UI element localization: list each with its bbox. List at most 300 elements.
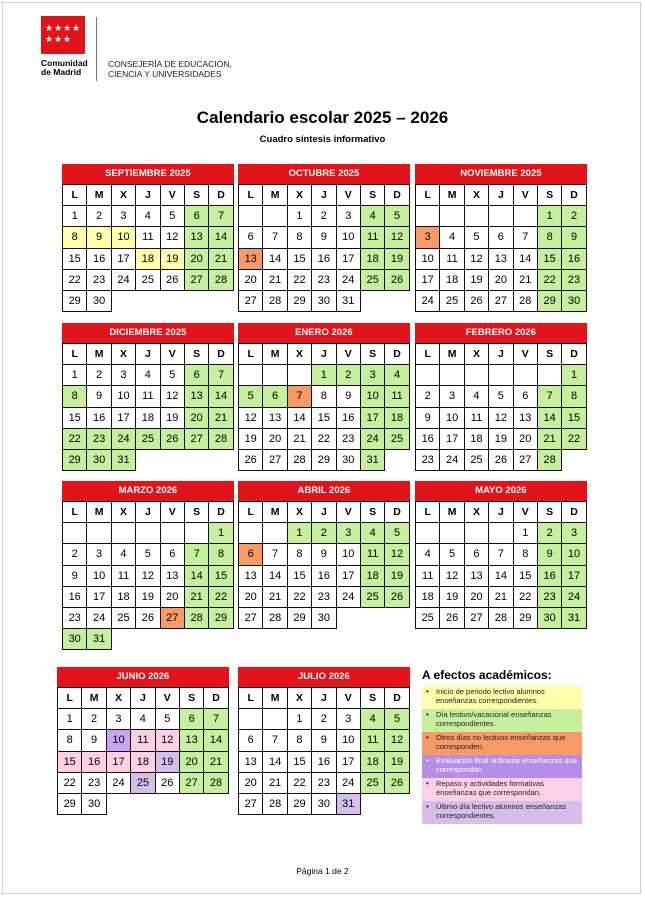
empty-slot: [184, 290, 208, 311]
day-cell: 12: [160, 227, 184, 248]
day-cell: 13: [239, 565, 263, 586]
day-cell: 20: [263, 428, 287, 449]
day-cell: 19: [440, 586, 464, 607]
day-cell: 14: [513, 248, 537, 269]
day-cell: 12: [385, 227, 409, 248]
day-cell: 15: [209, 565, 233, 586]
week-row: [58, 709, 229, 730]
day-cell: 11: [360, 227, 384, 248]
empty-day-cell: [537, 365, 561, 386]
empty-slot: [562, 449, 586, 470]
day-cell: 14: [287, 407, 311, 428]
empty-slot: [136, 290, 160, 311]
weekday-header: J: [489, 344, 513, 365]
day-cell: 30: [562, 290, 586, 311]
day-cell: 9: [82, 730, 106, 751]
weekday-header: L: [63, 502, 87, 523]
day-cell: 26: [440, 607, 464, 628]
day-cell: 28: [184, 607, 208, 628]
day-cell: 22: [287, 772, 311, 793]
month-calendar: [415, 481, 587, 629]
weekday-header: J: [312, 688, 336, 709]
day-cell: 14: [537, 407, 561, 428]
day-cell: 11: [360, 730, 384, 751]
day-cell: 17: [336, 565, 360, 586]
day-cell: 29: [287, 290, 311, 311]
day-cell: 21: [513, 269, 537, 290]
day-cell: 16: [336, 407, 360, 428]
day-cell: 25: [136, 428, 160, 449]
legend-item-text: Evaluación final ordinaria enseñanzas que correspondan.: [436, 756, 577, 774]
day-cell: 16: [537, 565, 561, 586]
day-cell: 24: [336, 269, 360, 290]
day-cell: 26: [385, 269, 409, 290]
weekday-header: D: [385, 688, 409, 709]
empty-slot: [360, 793, 384, 814]
day-cell: 8: [287, 227, 311, 248]
weekday-header: J: [136, 185, 160, 206]
day-cell: 4: [136, 365, 160, 386]
day-cell: 15: [513, 565, 537, 586]
day-cell: 10: [360, 386, 384, 407]
weekday-header: L: [239, 502, 263, 523]
day-cell: 22: [287, 586, 311, 607]
day-cell: 12: [489, 407, 513, 428]
weekday-header: S: [360, 688, 384, 709]
day-cell: 3: [111, 206, 135, 227]
day-cell: 17: [416, 269, 440, 290]
day-cell: 31: [360, 449, 384, 470]
day-cell: 3: [336, 709, 360, 730]
week-row: [63, 407, 234, 428]
month-calendar: [62, 323, 234, 471]
month-table: [238, 184, 410, 312]
day-cell: 15: [312, 407, 336, 428]
day-cell: 25: [360, 772, 384, 793]
legend-item: [422, 686, 582, 709]
day-cell: 28: [537, 449, 561, 470]
day-cell: 8: [287, 544, 311, 565]
legend-title: A efectos académicos:: [422, 668, 552, 682]
day-cell: 5: [136, 544, 160, 565]
week-row: [63, 544, 234, 565]
day-cell: 30: [312, 607, 336, 628]
day-cell: 23: [336, 428, 360, 449]
weekday-header: L: [63, 185, 87, 206]
legend: [422, 668, 582, 824]
week-row: [58, 772, 229, 793]
department-name: [108, 60, 232, 79]
weekday-header: L: [239, 185, 263, 206]
day-cell: 11: [131, 730, 155, 751]
day-cell: 22: [58, 772, 82, 793]
weekday-header: V: [513, 502, 537, 523]
empty-day-cell: [87, 523, 111, 544]
empty-day-cell: [263, 206, 287, 227]
day-cell: 2: [312, 523, 336, 544]
day-cell: 12: [385, 730, 409, 751]
week-row: [63, 586, 234, 607]
day-cell: 28: [263, 607, 287, 628]
day-cell: 23: [63, 607, 87, 628]
page-title: Calendario escolar 2025 – 2026: [196, 108, 449, 127]
bullet-icon: •: [426, 733, 429, 742]
legend-item: [422, 778, 582, 801]
day-cell: 15: [63, 407, 87, 428]
weekday-header: S: [360, 185, 384, 206]
weekday-header: S: [184, 502, 208, 523]
week-row: [416, 248, 587, 269]
day-cell: 18: [360, 751, 384, 772]
day-cell: 18: [385, 407, 409, 428]
empty-slot: [136, 449, 160, 470]
empty-day-cell: [440, 523, 464, 544]
legend-items: [422, 686, 582, 824]
weekday-header-row: [239, 344, 410, 365]
weekday-header: M: [440, 185, 464, 206]
day-cell: 30: [63, 629, 87, 650]
month-table: [238, 687, 410, 815]
week-row: [416, 565, 587, 586]
empty-day-cell: [239, 365, 263, 386]
empty-day-cell: [239, 523, 263, 544]
day-cell: 1: [513, 523, 537, 544]
day-cell: 17: [111, 248, 135, 269]
empty-day-cell: [184, 523, 208, 544]
day-cell: 27: [239, 607, 263, 628]
weekday-header: M: [263, 502, 287, 523]
day-cell: 29: [287, 607, 311, 628]
day-cell: 11: [111, 565, 135, 586]
day-cell: 4: [131, 709, 155, 730]
day-cell: 16: [82, 751, 106, 772]
weekday-header-row: [416, 344, 587, 365]
empty-day-cell: [263, 709, 287, 730]
day-cell: 7: [489, 544, 513, 565]
week-row: [239, 607, 410, 628]
weekday-header-row: [63, 185, 234, 206]
day-cell: 28: [263, 793, 287, 814]
day-cell: 20: [160, 586, 184, 607]
day-cell: 14: [263, 248, 287, 269]
bullet-icon: •: [426, 779, 429, 788]
day-cell: 17: [106, 751, 130, 772]
weekday-header: X: [287, 344, 311, 365]
day-cell: 21: [204, 751, 228, 772]
month-title: NOVIEMBRE 2025: [415, 164, 587, 184]
day-cell: 26: [136, 607, 160, 628]
day-cell: 9: [312, 544, 336, 565]
weekday-header: S: [179, 688, 203, 709]
day-cell: 7: [287, 386, 311, 407]
day-cell: 2: [336, 365, 360, 386]
empty-slot: [184, 449, 208, 470]
day-cell: 11: [440, 248, 464, 269]
day-cell: 8: [63, 386, 87, 407]
day-cell: 2: [87, 365, 111, 386]
week-row: [416, 206, 587, 227]
day-cell: 17: [562, 565, 586, 586]
weekday-header: J: [136, 344, 160, 365]
day-cell: 24: [416, 290, 440, 311]
day-cell: 27: [239, 793, 263, 814]
weekday-header: D: [562, 344, 586, 365]
weekday-header: D: [562, 185, 586, 206]
day-cell: 19: [385, 248, 409, 269]
week-row: [416, 407, 587, 428]
day-cell: 15: [287, 751, 311, 772]
weekday-header: J: [131, 688, 155, 709]
day-cell: 27: [184, 269, 208, 290]
month-table: [415, 343, 587, 471]
day-cell: 28: [209, 428, 233, 449]
month-title: SEPTIEMBRE 2025: [62, 164, 234, 184]
weekday-header: S: [184, 185, 208, 206]
day-cell: 18: [416, 586, 440, 607]
day-cell: 7: [209, 365, 233, 386]
day-cell: 29: [537, 290, 561, 311]
day-cell: 8: [513, 544, 537, 565]
week-row: [239, 428, 410, 449]
day-cell: 31: [336, 290, 360, 311]
day-cell: 15: [63, 248, 87, 269]
day-cell: 2: [63, 544, 87, 565]
day-cell: 13: [160, 565, 184, 586]
day-cell: 6: [464, 544, 488, 565]
day-cell: 18: [360, 565, 384, 586]
day-cell: 17: [360, 407, 384, 428]
day-cell: 11: [136, 386, 160, 407]
weekday-header: V: [160, 344, 184, 365]
day-cell: 27: [513, 449, 537, 470]
empty-slot: [184, 629, 208, 650]
empty-day-cell: [464, 523, 488, 544]
bullet-icon: •: [426, 687, 429, 696]
day-cell: 5: [464, 227, 488, 248]
day-cell: 13: [179, 730, 203, 751]
week-row: [239, 709, 410, 730]
weekday-header: D: [385, 185, 409, 206]
day-cell: 4: [464, 386, 488, 407]
day-cell: 1: [312, 365, 336, 386]
week-row: [416, 386, 587, 407]
day-cell: 8: [537, 227, 561, 248]
empty-day-cell: [416, 206, 440, 227]
day-cell: 11: [464, 407, 488, 428]
empty-slot: [204, 793, 228, 814]
empty-day-cell: [263, 365, 287, 386]
weekday-header: D: [562, 502, 586, 523]
weekday-header: S: [537, 344, 561, 365]
weekday-header: X: [287, 502, 311, 523]
day-cell: 5: [385, 523, 409, 544]
day-cell: 19: [155, 751, 179, 772]
empty-slot: [385, 793, 409, 814]
day-cell: 19: [136, 586, 160, 607]
weekday-header: X: [106, 688, 130, 709]
day-cell: 21: [489, 586, 513, 607]
day-cell: 25: [360, 586, 384, 607]
day-cell: 4: [416, 544, 440, 565]
day-cell: 22: [312, 428, 336, 449]
month-calendar: [238, 481, 410, 629]
day-cell: 6: [179, 709, 203, 730]
day-cell: 27: [489, 290, 513, 311]
day-cell: 14: [184, 565, 208, 586]
month-title: DICIEMBRE 2025: [62, 323, 234, 343]
week-row: [239, 793, 410, 814]
day-cell: 29: [513, 607, 537, 628]
weekday-header: X: [287, 185, 311, 206]
day-cell: 30: [312, 793, 336, 814]
week-row: [63, 428, 234, 449]
month-title: ENERO 2026: [238, 323, 410, 343]
day-cell: 10: [336, 730, 360, 751]
empty-slot: [209, 449, 233, 470]
page-footer: Página 1 de 2: [296, 866, 349, 876]
day-cell: 9: [562, 227, 586, 248]
week-row: [239, 248, 410, 269]
legend-item-text: Otros días no lectivos enseñanzas que corresponden.: [436, 733, 566, 751]
week-row: [239, 365, 410, 386]
empty-slot: [160, 449, 184, 470]
day-cell: 10: [106, 730, 130, 751]
day-cell: 18: [131, 751, 155, 772]
weekday-header-row: [239, 688, 410, 709]
day-cell: 6: [263, 386, 287, 407]
day-cell: 13: [263, 407, 287, 428]
day-cell: 16: [416, 428, 440, 449]
week-row: [63, 449, 234, 470]
week-row: [239, 407, 410, 428]
day-cell: 20: [513, 428, 537, 449]
day-cell: 31: [87, 629, 111, 650]
day-cell: 19: [489, 428, 513, 449]
day-cell: 8: [562, 386, 586, 407]
day-cell: 13: [513, 407, 537, 428]
day-cell: 8: [209, 544, 233, 565]
month-title: FEBRERO 2026: [415, 323, 587, 343]
day-cell: 22: [562, 428, 586, 449]
day-cell: 19: [160, 248, 184, 269]
day-cell: 4: [111, 544, 135, 565]
day-cell: 7: [513, 227, 537, 248]
day-cell: 26: [239, 449, 263, 470]
day-cell: 31: [111, 449, 135, 470]
empty-day-cell: [239, 206, 263, 227]
day-cell: 14: [209, 386, 233, 407]
day-cell: 3: [562, 523, 586, 544]
month-table: [415, 184, 587, 312]
day-cell: 1: [209, 523, 233, 544]
day-cell: 3: [440, 386, 464, 407]
day-cell: 30: [87, 290, 111, 311]
day-cell: 16: [312, 248, 336, 269]
day-cell: 15: [287, 248, 311, 269]
day-cell: 15: [58, 751, 82, 772]
day-cell: 8: [63, 227, 87, 248]
day-cell: 23: [562, 269, 586, 290]
week-row: [63, 607, 234, 628]
day-cell: 5: [440, 544, 464, 565]
empty-slot: [111, 290, 135, 311]
day-cell: 14: [263, 565, 287, 586]
day-cell: 20: [184, 248, 208, 269]
day-cell: 30: [312, 290, 336, 311]
day-cell: 2: [82, 709, 106, 730]
weekday-header: V: [513, 344, 537, 365]
day-cell: 16: [312, 565, 336, 586]
week-row: [63, 248, 234, 269]
day-cell: 24: [87, 607, 111, 628]
day-cell: 12: [464, 248, 488, 269]
empty-slot: [106, 793, 130, 814]
day-cell: 20: [489, 269, 513, 290]
day-cell: 13: [489, 248, 513, 269]
month-table: [62, 343, 234, 471]
weekday-header: L: [416, 185, 440, 206]
day-cell: 5: [489, 386, 513, 407]
weekday-header: V: [336, 502, 360, 523]
empty-day-cell: [513, 206, 537, 227]
week-row: [416, 523, 587, 544]
week-row: [239, 269, 410, 290]
day-cell: 19: [385, 565, 409, 586]
empty-day-cell: [63, 523, 87, 544]
month-calendar: [415, 323, 587, 471]
day-cell: 11: [360, 544, 384, 565]
empty-slot: [385, 607, 409, 628]
day-cell: 10: [111, 227, 135, 248]
day-cell: 18: [136, 407, 160, 428]
legend-item: [422, 755, 582, 778]
day-cell: 5: [385, 206, 409, 227]
weekday-header: M: [82, 688, 106, 709]
day-cell: 4: [360, 709, 384, 730]
day-cell: 18: [111, 586, 135, 607]
weekday-header-row: [63, 344, 234, 365]
day-cell: 2: [537, 523, 561, 544]
week-row: [239, 586, 410, 607]
day-cell: 23: [87, 269, 111, 290]
day-cell: 25: [111, 607, 135, 628]
day-cell: 3: [416, 227, 440, 248]
day-cell: 12: [155, 730, 179, 751]
weekday-header: V: [160, 502, 184, 523]
day-cell: 20: [239, 586, 263, 607]
day-cell: 4: [385, 365, 409, 386]
department-line-1: CONSEJERÍA DE EDUCACIÓN,: [108, 59, 232, 69]
day-cell: 15: [537, 248, 561, 269]
page-subtitle: Cuadro síntesis informativo: [259, 134, 386, 145]
weekday-header: L: [416, 344, 440, 365]
day-cell: 26: [489, 449, 513, 470]
empty-slot: [360, 607, 384, 628]
weekday-header: M: [263, 185, 287, 206]
day-cell: 18: [136, 248, 160, 269]
day-cell: 25: [136, 269, 160, 290]
week-row: [239, 772, 410, 793]
day-cell: 10: [562, 544, 586, 565]
day-cell: 11: [136, 227, 160, 248]
month-calendar: [62, 164, 234, 312]
week-row: [63, 227, 234, 248]
weekday-header: J: [489, 502, 513, 523]
empty-slot: [131, 793, 155, 814]
day-cell: 6: [160, 544, 184, 565]
weekday-header: L: [58, 688, 82, 709]
day-cell: 7: [263, 544, 287, 565]
